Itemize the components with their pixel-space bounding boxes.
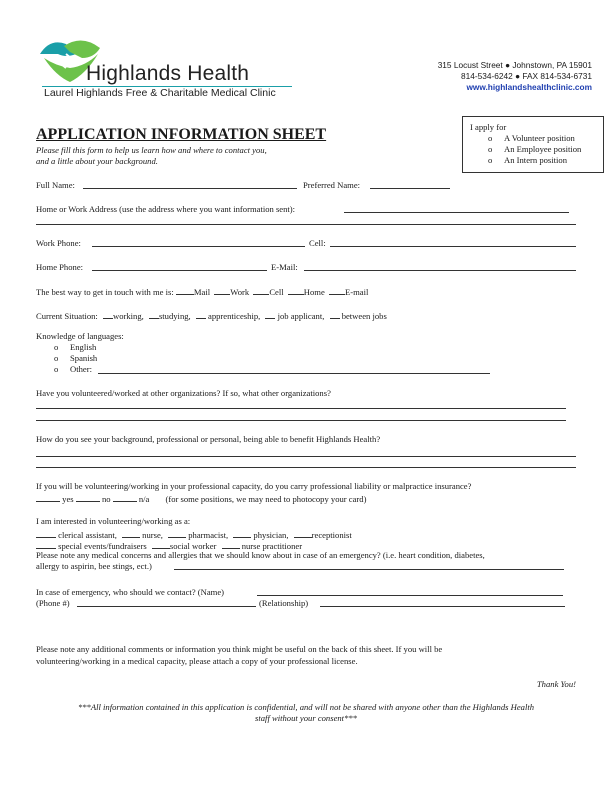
- thank-you: Thank You!: [536, 679, 576, 689]
- apply-box: [462, 116, 604, 173]
- apply-option-intern[interactable]: o An Intern position: [488, 155, 568, 165]
- situation-row: [36, 309, 387, 322]
- interest-social: social worker: [169, 541, 217, 551]
- address-field-1[interactable]: [344, 212, 569, 213]
- contact-work: Work: [230, 287, 250, 297]
- full-name-label: Full Name:: [36, 180, 75, 190]
- email-label: E-Mail:: [271, 262, 298, 272]
- interest-pharmacist: pharmacist,: [188, 530, 229, 540]
- interest-receptionist-blank[interactable]: [294, 528, 312, 538]
- phone-fax: 814-534-6242 ● FAX 814-534-6731: [461, 71, 592, 81]
- full-name-field[interactable]: [83, 188, 297, 189]
- interest-clerical: clerical assistant,: [58, 530, 117, 540]
- language-english[interactable]: o English: [54, 342, 97, 352]
- interest-physician-blank[interactable]: [233, 528, 251, 538]
- preferred-name-label: Preferred Name:: [303, 180, 361, 190]
- volunteered-answer-2[interactable]: [36, 420, 566, 421]
- interest-nurse: nurse,: [142, 530, 163, 540]
- closing-line-2: volunteering/working in a medical capacity, please attach a copy of your professional license.: [36, 656, 358, 666]
- work-phone-field[interactable]: [92, 246, 305, 247]
- interest-np: nurse practitioner: [241, 541, 303, 551]
- contact-work-blank[interactable]: [214, 285, 230, 295]
- interest-events-blank[interactable]: [36, 539, 56, 549]
- confidential-line-1: ***All information contained in this application is confidential, and will not be shared with anyone other than the Highlands Health: [77, 702, 535, 712]
- insurance-no: no: [101, 494, 111, 504]
- situation-working-blank[interactable]: [103, 309, 113, 319]
- home-phone-field[interactable]: [92, 270, 267, 271]
- emergency-label: In case of emergency, who should we contact? (Name): [36, 587, 225, 597]
- logo: [36, 36, 296, 102]
- contact-pref-label: The best way to get in touch with me is:: [36, 287, 174, 297]
- interest-np-blank[interactable]: [222, 539, 240, 549]
- insurance-question: If you will be volunteering/working in your professional capacity, do you carry professional liability or malpractice insurance?: [36, 481, 472, 491]
- volunteered-answer-1[interactable]: [36, 408, 566, 409]
- intro-line-2: and a little about your background.: [36, 156, 158, 166]
- interests-label: I am interested in volunteering/working as a:: [36, 516, 191, 526]
- language-other[interactable]: o Other:: [54, 364, 92, 374]
- apply-heading: I apply for: [470, 122, 507, 132]
- apply-option-employee[interactable]: o An Employee position: [488, 144, 582, 154]
- cell-field[interactable]: [330, 246, 576, 247]
- background-answer-1[interactable]: [36, 456, 576, 457]
- insurance-na: n/a: [138, 494, 150, 504]
- org-name: Highlands Health: [86, 62, 250, 85]
- situation-job-blank[interactable]: [265, 309, 275, 319]
- situation-studying-blank[interactable]: [149, 309, 159, 319]
- apply-option-volunteer[interactable]: o A Volunteer position: [488, 133, 575, 143]
- insurance-na-blank[interactable]: [113, 492, 137, 502]
- insurance-yes: yes: [62, 494, 74, 504]
- interest-social-blank[interactable]: [152, 539, 170, 549]
- contact-email: E-mail: [344, 287, 369, 297]
- interest-pharmacist-blank[interactable]: [168, 528, 186, 538]
- confidential-line-2: staff without your consent***: [255, 713, 357, 723]
- contact-mail: Mail: [193, 287, 211, 297]
- situation-apprentice: apprenticeship,: [208, 311, 261, 321]
- apply-option-label: An Employee position: [504, 144, 582, 154]
- home-phone-label: Home Phone:: [36, 262, 84, 272]
- apply-option-label: An Intern position: [504, 155, 568, 165]
- website-link[interactable]: www.highlandshealthclinic.com: [466, 82, 592, 92]
- preferred-name-field[interactable]: [370, 188, 450, 189]
- languages-label: Knowledge of languages:: [36, 331, 124, 341]
- interest-receptionist: receptionist: [311, 530, 352, 540]
- contact-home-blank[interactable]: [288, 285, 304, 295]
- interest-physician: physician,: [253, 530, 289, 540]
- insurance-note: (for some positions, we may need to photocopy your card): [165, 494, 367, 504]
- address-field-2[interactable]: [36, 224, 576, 225]
- situation-apprentice-blank[interactable]: [196, 309, 206, 319]
- work-phone-label: Work Phone:: [36, 238, 81, 248]
- org-subtitle: Laurel Highlands Free & Charitable Medical Clinic: [44, 87, 276, 99]
- address-label: Home or Work Address (use the address where you want information sent):: [36, 204, 296, 214]
- language-label: Spanish: [70, 353, 98, 363]
- background-answer-2[interactable]: [36, 467, 576, 468]
- medical-question-2: allergy to aspirin, bee stings, ect.): [36, 561, 152, 571]
- insurance-row: [36, 492, 366, 505]
- contact-pref-row: [36, 285, 368, 298]
- situation-between-blank[interactable]: [330, 309, 340, 319]
- apply-option-label: A Volunteer position: [504, 133, 575, 143]
- language-label: Other:: [70, 364, 92, 374]
- situation-between: between jobs: [341, 311, 387, 321]
- cell-label: Cell:: [309, 238, 326, 248]
- closing-line-1: Please note any additional comments or information you think might be useful on the back of this sheet. If you will be: [36, 644, 443, 654]
- language-other-field[interactable]: [98, 373, 490, 374]
- emergency-relationship-field[interactable]: [320, 606, 565, 607]
- situation-studying: studying,: [158, 311, 191, 321]
- emergency-relationship-label: (Relationship): [259, 598, 309, 608]
- contact-home: Home: [303, 287, 325, 297]
- situation-label: Current Situation:: [36, 311, 98, 321]
- emergency-name-field[interactable]: [257, 595, 563, 596]
- contact-email-blank[interactable]: [329, 285, 345, 295]
- email-field[interactable]: [304, 270, 576, 271]
- page-title: APPLICATION INFORMATION SHEET: [36, 126, 327, 143]
- medical-question-1: Please note any medical concerns and allergies that we should know about in case of an emergency? (i.e. heart condition, diabetes,: [36, 550, 485, 560]
- contact-mail-blank[interactable]: [176, 285, 194, 295]
- situation-job: job applicant,: [277, 311, 325, 321]
- insurance-yes-blank[interactable]: [36, 492, 60, 502]
- language-label: English: [70, 342, 97, 352]
- address: 315 Locust Street ● Johnstown, PA 15901: [437, 60, 592, 70]
- contact-cell-blank[interactable]: [253, 285, 269, 295]
- emergency-phone-label: (Phone #): [36, 598, 70, 608]
- language-spanish[interactable]: o Spanish: [54, 353, 98, 363]
- interest-clerical-blank[interactable]: [36, 528, 56, 538]
- insurance-no-blank[interactable]: [76, 492, 100, 502]
- interest-nurse-blank[interactable]: [122, 528, 140, 538]
- emergency-phone-field[interactable]: [77, 606, 256, 607]
- situation-working: working,: [112, 311, 144, 321]
- background-question: How do you see your background, professional or personal, being able to benefit Highlands Health?: [36, 434, 381, 444]
- intro-line-1: Please fill this form to help us learn how and where to contact you,: [36, 145, 267, 155]
- volunteered-question: Have you volunteered/worked at other organizations? If so, what other organizations?: [36, 388, 331, 398]
- medical-answer[interactable]: [174, 569, 564, 570]
- contact-cell: Cell: [269, 287, 284, 297]
- interest-events: special events/fundraisers: [58, 541, 147, 551]
